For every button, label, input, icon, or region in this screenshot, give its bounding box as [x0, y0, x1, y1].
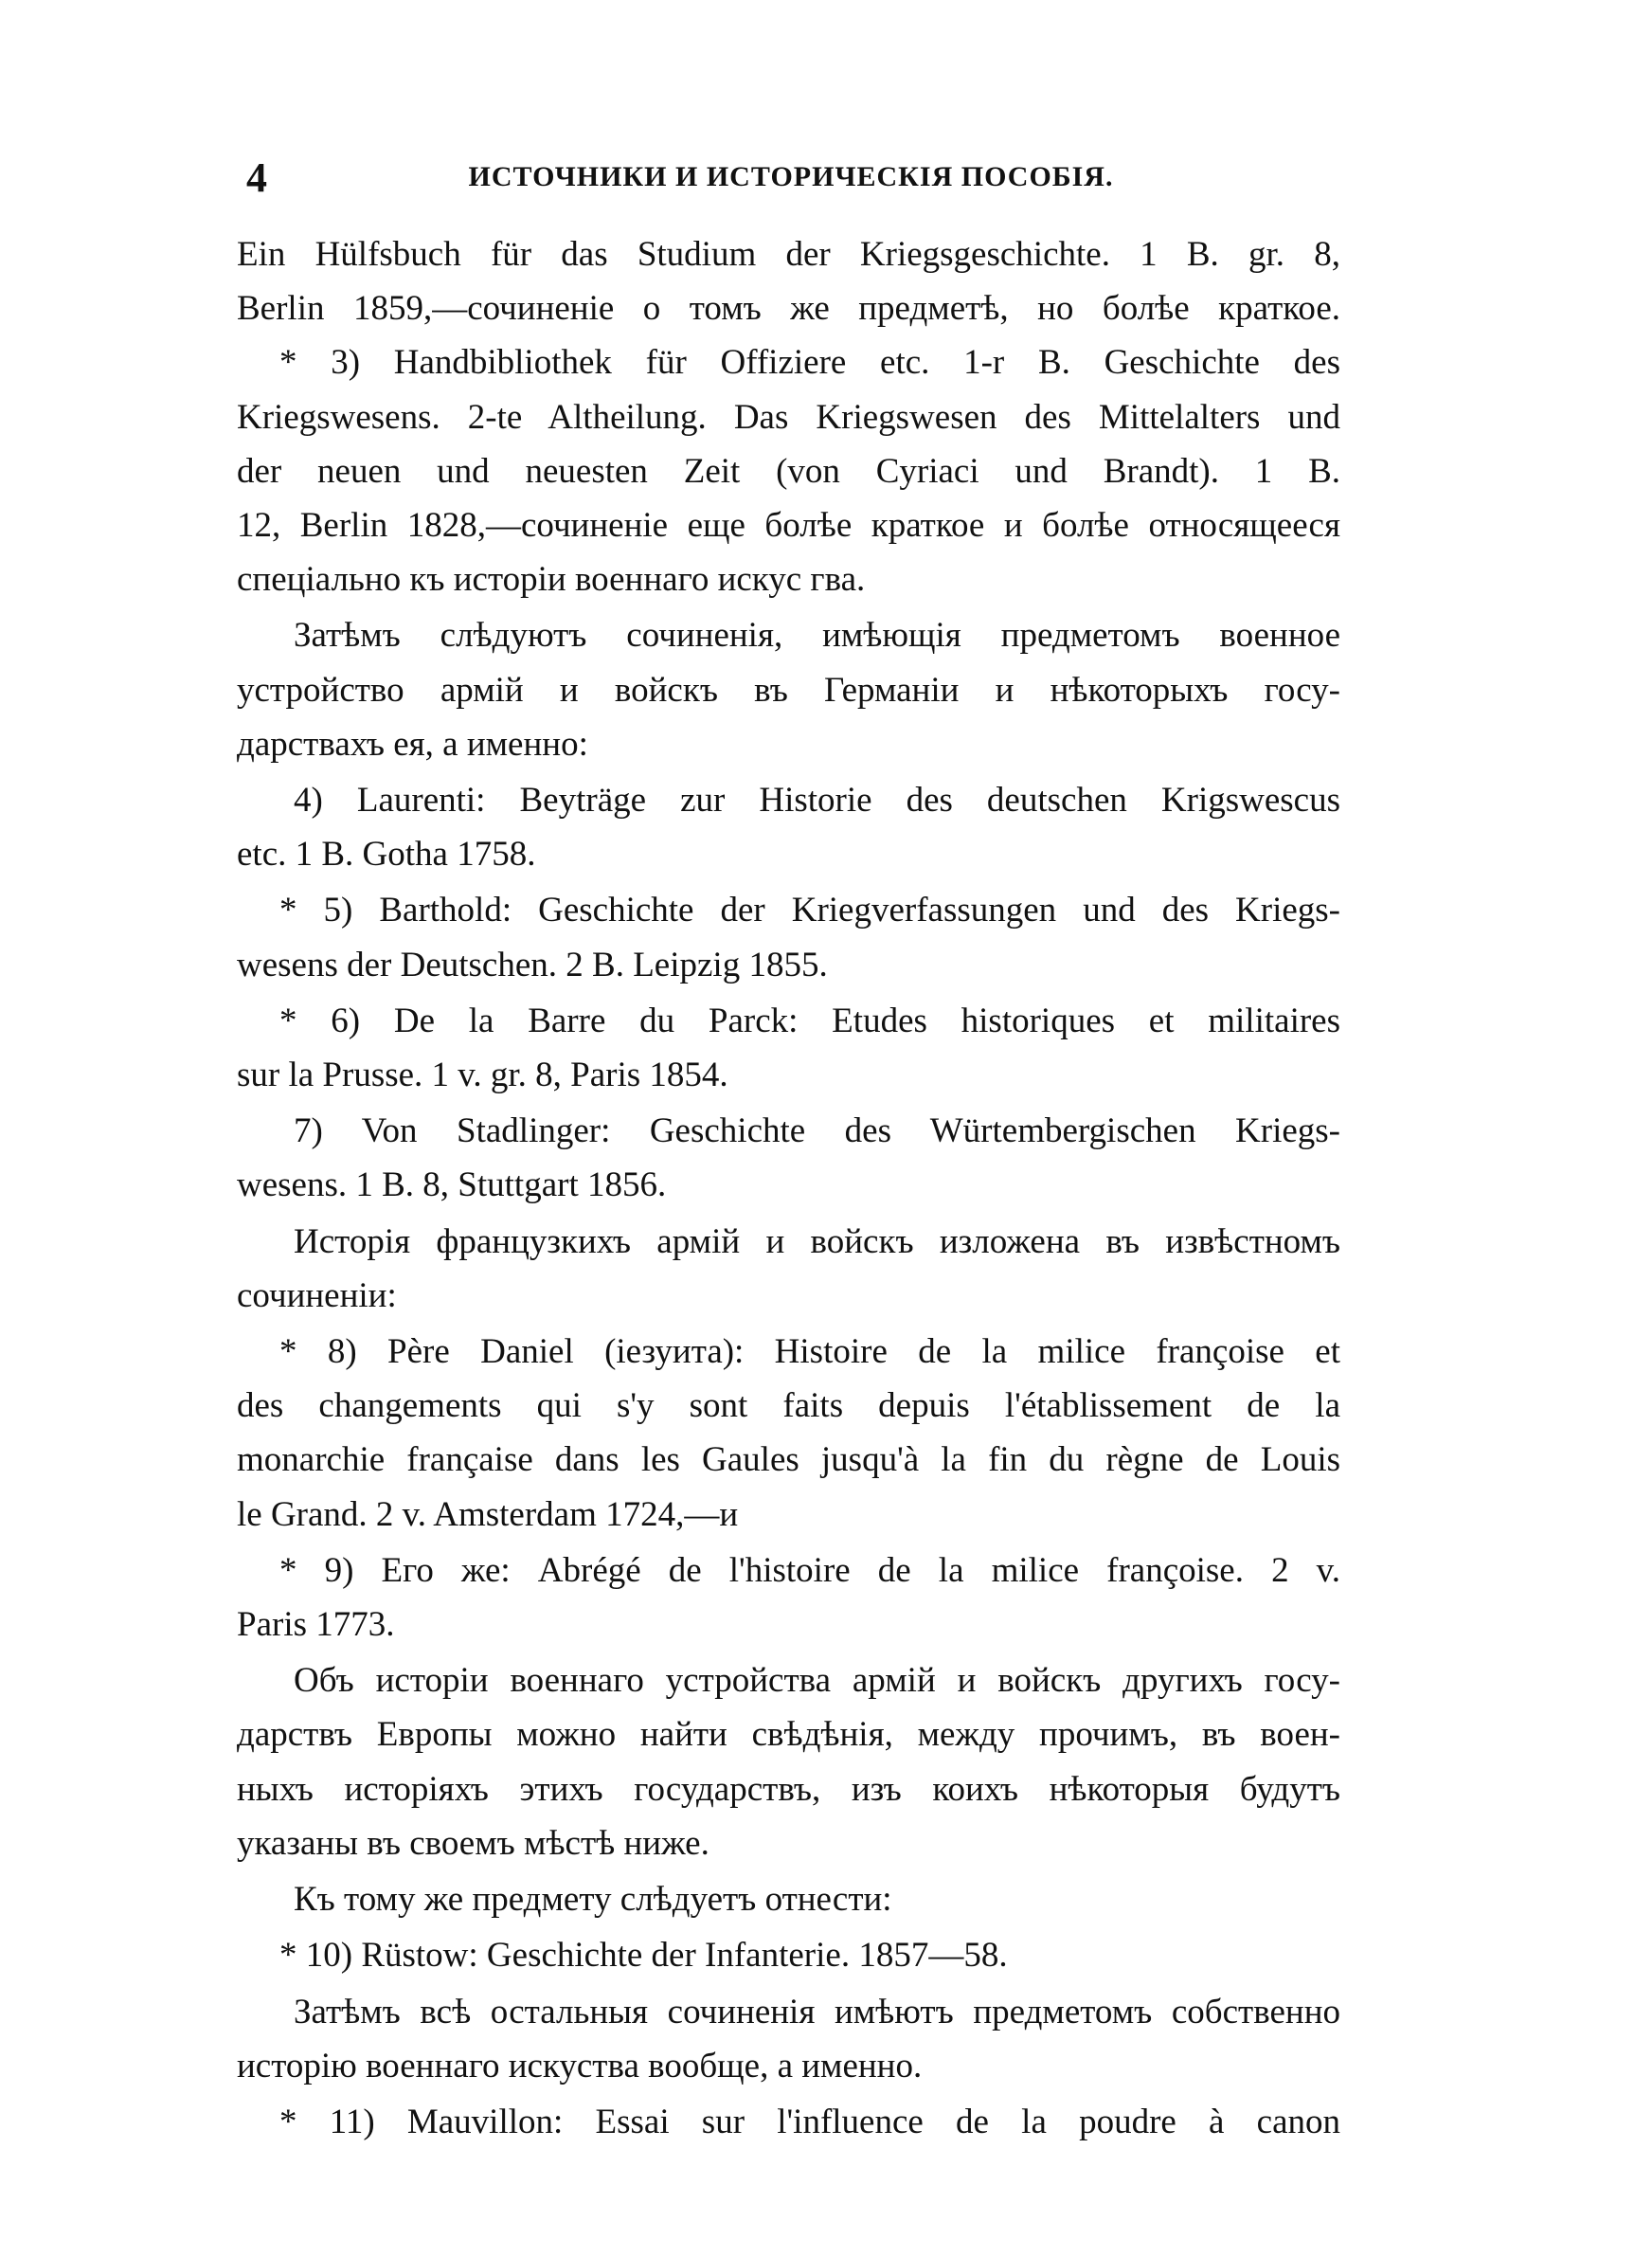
- text-line: Paris 1773.: [237, 1605, 395, 1645]
- page-header: [246, 153, 1336, 201]
- text-line: спеціально къ исторіи военнаго искус гва.: [237, 560, 866, 600]
- text-line: Ein Hülfsbuch für das Studium der Kriegsgeschichte. 1 B. gr. 8,: [237, 235, 1340, 274]
- text-line: sur la Prusse. 1 v. gr. 8, Paris 1854.: [237, 1056, 728, 1095]
- text-line: дарствахъ ея, а именно:: [237, 724, 588, 764]
- text-line: Kriegswesens. 2-te Altheilung. Das Kriegswesen des Mittelalters und: [237, 397, 1340, 437]
- text-line: wesens der Deutschen. 2 B. Leipzig 1855.: [237, 945, 828, 984]
- page-number: 4: [246, 154, 267, 201]
- text-line: Затѣмъ слѣдуютъ сочиненія, имѣющія предметомъ военное: [294, 616, 1340, 656]
- text-line: * 10) Rüstow: Geschichte der Infanterie. 1857—58.: [279, 1936, 1008, 1976]
- text-line: исторію военнаго искуства вообще, а именно.: [237, 2046, 923, 2085]
- text-line: le Grand. 2 v. Amsterdam 1724,—и: [237, 1494, 739, 1534]
- text-line: устройство армій и войскъ въ Германіи и нѣкоторыхъ госу-: [237, 670, 1340, 710]
- text-line: 7) Von Stadlinger: Geschichte des Würtembergischen Kriegs-: [294, 1111, 1340, 1151]
- text-line: der neuen und neuesten Zeit (von Cyriaci und Brandt). 1 B.: [237, 451, 1340, 491]
- text-line: сочиненіи:: [237, 1275, 397, 1315]
- text-line: Объ исторіи военнаго устройства армій и войскъ другихъ госу-: [294, 1661, 1340, 1701]
- text-line: etc. 1 B. Gotha 1758.: [237, 835, 536, 875]
- text-line: * 11) Mauvillon: Essai sur l'influence de la poudre à canon: [279, 2102, 1340, 2141]
- text-line: * 9) Его же: Abrégé de l'histoire de la milice françoise. 2 v.: [279, 1550, 1340, 1590]
- text-line: * 5) Barthold: Geschichte der Kriegverfassungen und des Kriegs-: [279, 891, 1340, 930]
- text-line: * 3) Handbibliothek für Offiziere etc. 1-r B. Geschichte des: [279, 343, 1340, 383]
- text-line: des changements qui s'y sont faits depuis l'établissement de la: [237, 1386, 1340, 1426]
- text-line: Berlin 1859,—сочиненіе о томъ же предметѣ, но болѣе краткое.: [237, 289, 1340, 329]
- text-line: Затѣмъ всѣ остальныя сочиненія имѣютъ предметомъ собственно: [294, 1992, 1340, 2031]
- running-title: ИСТОЧНИКИ И ИСТОРИЧЕСКІЯ ПОСОБІЯ.: [468, 161, 1114, 192]
- text-line: 4) Laurenti: Beyträge zur Historie des deutschen Krigswescus: [294, 781, 1340, 821]
- text-line: monarchie française dans les Gaules jusqu'à la fin du règne de Louis: [237, 1440, 1340, 1480]
- text-line: * 6) De la Barre du Parck: Etudes historiques et militaires: [279, 1001, 1340, 1040]
- text-line: Къ тому же предмету слѣдуетъ отнести:: [294, 1880, 892, 1920]
- text-line: * 8) Père Daniel (іезуита): Histoire de la milice françoise et: [279, 1332, 1340, 1372]
- text-line: указаны въ своемъ мѣстѣ ниже.: [237, 1823, 709, 1863]
- text-line: дарствъ Европы можно найти свѣдѣнія, между прочимъ, въ воен-: [237, 1715, 1340, 1755]
- text-line: Исторія французкихъ армій и войскъ изложена въ извѣстномъ: [294, 1221, 1340, 1261]
- text-line: 12, Berlin 1828,—сочиненіе еще болѣе краткое и болѣе относящееся: [237, 506, 1340, 546]
- text-line: wesens. 1 B. 8, Stuttgart 1856.: [237, 1165, 667, 1205]
- text-line: ныхъ исторіяхъ этихъ государствъ, изъ коихъ нѣкоторыя будутъ: [237, 1769, 1340, 1809]
- body-text: [237, 227, 1340, 2149]
